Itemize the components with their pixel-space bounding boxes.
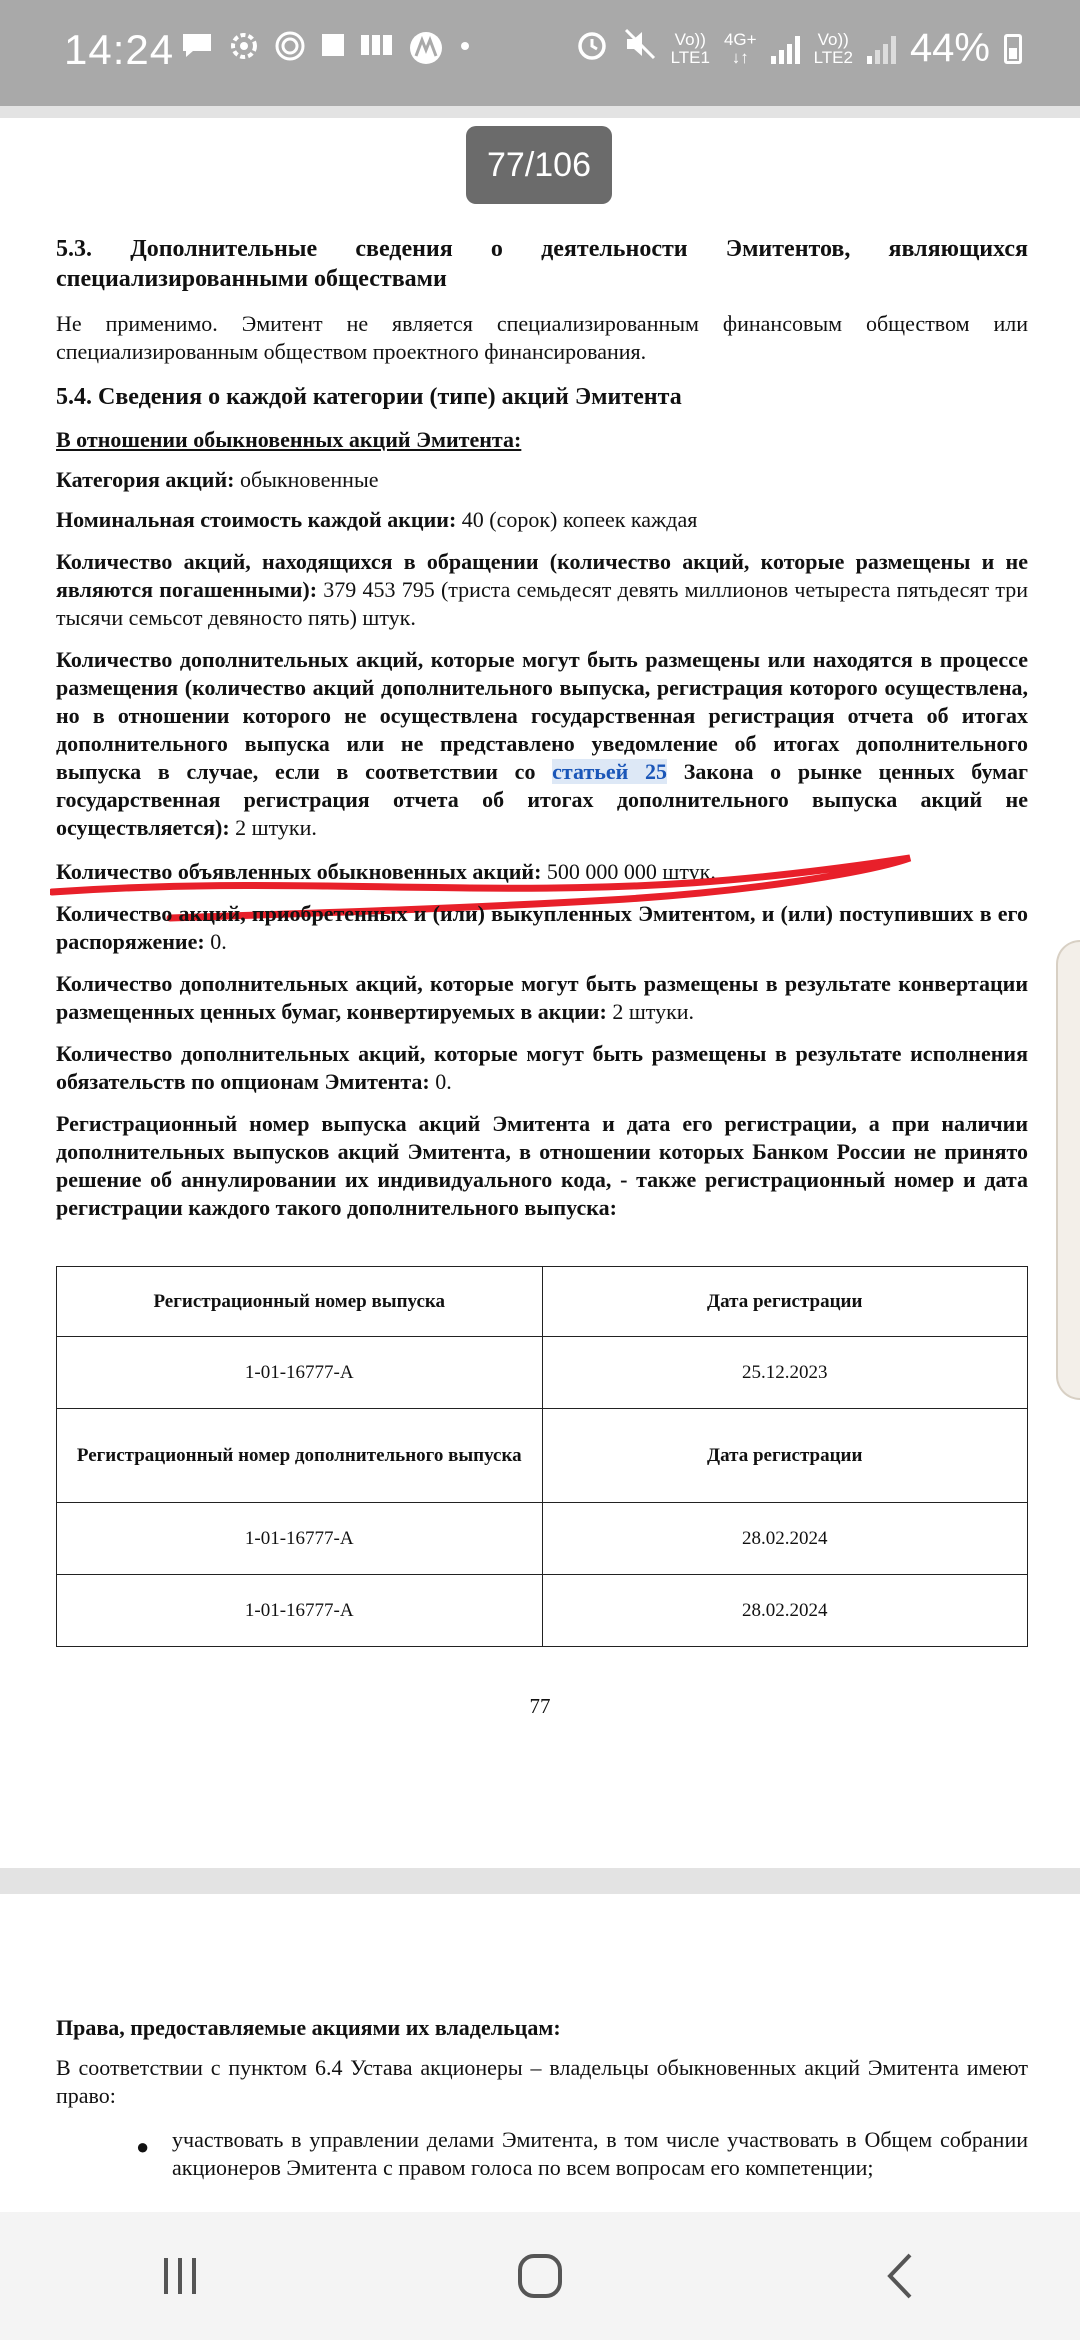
section-5-3-body bbox=[56, 310, 1028, 366]
table-header-row: Регистрационный номер дополнительного выпуска Дата регистрации bbox=[57, 1409, 1028, 1503]
ordinary-shares-heading-block bbox=[56, 426, 1028, 454]
recent-apps-button[interactable] bbox=[140, 2236, 220, 2316]
chat-icon bbox=[180, 30, 214, 75]
rights-text: В соответствии с пунктом 6.4 Устава акционеры – владельцы обыкновенных акций Эмитента имеют право: bbox=[56, 2055, 1028, 2108]
home-button[interactable] bbox=[500, 2236, 580, 2316]
category-label: Категория акций: bbox=[56, 467, 235, 492]
conversion-row bbox=[56, 970, 1028, 1026]
status-bar bbox=[0, 0, 1080, 106]
rights-heading: Права, предоставляемые акциями их владельцам: bbox=[56, 2015, 561, 2040]
page-indicator: 77/106 bbox=[466, 126, 612, 204]
alarm-icon bbox=[575, 26, 609, 71]
nominal-value: 40 (сорок) копеек каждая bbox=[456, 507, 698, 532]
nominal-row bbox=[56, 506, 1028, 534]
recent-apps-icon bbox=[158, 2254, 202, 2298]
section-5-3 bbox=[56, 234, 1028, 294]
table-header-row: Регистрационный номер выпуска Дата регистрации bbox=[57, 1267, 1028, 1337]
declared-label: Количество объявленных обыкновенных акций: bbox=[56, 859, 542, 884]
section-5-4 bbox=[56, 382, 1028, 412]
registration-heading-block bbox=[56, 1110, 1028, 1222]
network-type-label: 4G+ ↓↑ bbox=[723, 29, 757, 67]
back-icon bbox=[880, 2251, 920, 2301]
news-icon bbox=[320, 30, 346, 75]
options-label: Количество дополнительных акций, которые могут быть размещены в результате исполнения обязательств по опционам Эмитента: bbox=[56, 1041, 1028, 1094]
sim2-label: Vo)) LTE2 bbox=[813, 29, 853, 67]
options-value: 0. bbox=[429, 1069, 452, 1094]
category-value: обыкновенные bbox=[234, 467, 379, 492]
outstanding-row bbox=[56, 548, 1028, 632]
additional-label: Количество дополнительных акций, которые могут быть размещены или находятся в процессе размещения (количество акций дополнительного выпуска, регистрация которого осуществлена, но в отношении которого не осуществлена государственная регистрация отчета об итогах дополнительного выпуска или не представлено уведомление об итогах дополнительного выпуска в случае, если в соответствии со статьей 25 Закона о рынке ценных бумаг государственная регистрация отчета об итогах дополнительного выпуска акций не осуществляется): bbox=[56, 647, 1029, 840]
navigation-bar bbox=[0, 2212, 1080, 2340]
options-row bbox=[56, 1040, 1028, 1096]
category-row bbox=[56, 466, 1028, 494]
dot-icon bbox=[458, 30, 472, 75]
additional-value: 2 штуки. bbox=[229, 815, 317, 840]
outstanding-value: 379 453 795 (триста семьдесят девять миллионов четыреста пятьдесят три тысячи семьсот девяносто пять) штук. bbox=[56, 577, 1028, 630]
registration-table bbox=[56, 1266, 1028, 1647]
status-time: 14:24 bbox=[64, 26, 175, 73]
ordinary-shares-heading: В отношении обыкновенных акций Эмитента: bbox=[56, 427, 522, 452]
article-25-link[interactable]: статьей 25 bbox=[552, 759, 668, 784]
signal-bars-sim2-icon bbox=[867, 34, 896, 64]
section-5-4-heading: 5.4. Сведения о каждой категории (типе) акций Эмитента bbox=[56, 384, 682, 410]
declared-row bbox=[56, 858, 1028, 886]
registration-heading: Регистрационный номер выпуска акций Эмитента и дата его регистрации, а при наличии дополнительных выпусков акций Эмитента, в отношении которых Банком России не принято решение об аннулировании их индивидуального кода, - также регистрационный номер и дата регистрации каждого такого дополнительного выпуска: bbox=[56, 1111, 1028, 1220]
notification-icons bbox=[180, 30, 472, 75]
sim1-label: Vo)) LTE1 bbox=[670, 29, 710, 67]
declared-value: 500 000 000 штук. bbox=[541, 859, 716, 884]
home-icon bbox=[515, 2251, 565, 2301]
table-row: 1-01-16777-A 25.12.2023 bbox=[57, 1337, 1028, 1409]
mute-icon bbox=[623, 26, 657, 71]
table-row: 1-01-16777-A 28.02.2024 bbox=[57, 1503, 1028, 1575]
acquired-label: Количество акций, приобретенных и (или) выкупленных Эмитентом, и (или) поступивших в его распоряжение: bbox=[56, 901, 1028, 954]
table-row: 1-01-16777-A 28.02.2024 bbox=[57, 1575, 1028, 1647]
library-icon bbox=[360, 30, 394, 75]
outstanding-label: Количество акций, находящихся в обращении (количество акций, которые размещены и не являются погашенными): bbox=[56, 549, 1028, 602]
conversion-label: Количество дополнительных акций, которые могут быть размещены в результате конвертации размещенных ценных бумаг, конвертируемых в акции: bbox=[56, 971, 1028, 1024]
m-icon bbox=[408, 30, 444, 75]
battery-icon bbox=[1004, 34, 1022, 64]
list-item: участвовать в управлении делами Эмитента, в том числе участвовать в Общем собрании акционеров Эмитента с правом голоса по всем вопросам его компетенции; bbox=[172, 2127, 1028, 2180]
scroll-handle[interactable] bbox=[1056, 940, 1080, 1400]
app-icon bbox=[274, 30, 306, 75]
battery-percent: 44% bbox=[909, 26, 990, 70]
nominal-label: Номинальная стоимость каждой акции: bbox=[56, 507, 457, 532]
status-right bbox=[575, 26, 1022, 71]
acquired-row bbox=[56, 900, 1028, 956]
additional-row bbox=[56, 646, 1028, 842]
page-number: 77 bbox=[529, 1694, 551, 1718]
section-5-3-heading: 5.3. Дополнительные сведения о деятельности Эмитентов, являющихся специализированными обществами bbox=[56, 236, 1028, 292]
conversion-value: 2 штуки. bbox=[606, 999, 695, 1024]
acquired-value: 0. bbox=[204, 929, 227, 954]
settings-icon bbox=[228, 30, 260, 75]
page-top-gap bbox=[0, 106, 1080, 118]
back-button[interactable] bbox=[860, 2236, 940, 2316]
signal-bars-sim1-icon bbox=[771, 34, 800, 64]
page-break bbox=[0, 1868, 1080, 1894]
section-5-3-text: Не применимо. Эмитент не является специализированным финансовым обществом или специализированным обществом проектного финансирования. bbox=[56, 311, 1028, 364]
rights-text-block bbox=[56, 2054, 1028, 2110]
rights-heading-block bbox=[56, 2014, 1028, 2042]
bullet-icon: ● bbox=[136, 2134, 150, 2159]
rights-bullet bbox=[172, 2126, 1028, 2182]
